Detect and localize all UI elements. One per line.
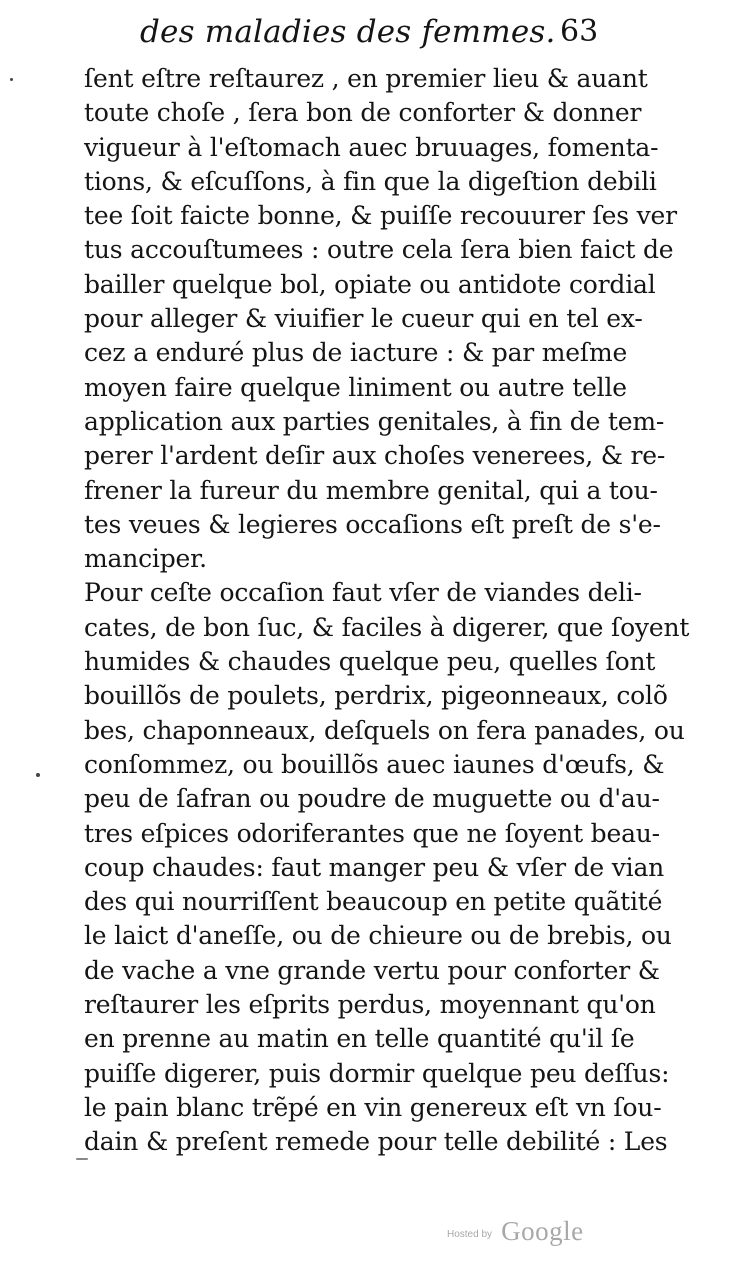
digitization-watermark (447, 1216, 584, 1247)
text-line: puiſſe digerer, puis dormir quelque peu deſſus: (84, 1058, 670, 1088)
text-line: bailler quelque bol, opiate ou antidote cordial (84, 269, 656, 299)
text-line: reſtaurer les eſprits perdus, moyennant qu'on (84, 990, 656, 1020)
text-line: tus accouſtumees : outre cela ſera bien faict de (84, 235, 674, 265)
text-line: cez a enduré plus de iacture : & par meſme (84, 338, 628, 368)
text-line: conſommez, ou bouillõs auec iaunes d'œufs, & (84, 749, 665, 779)
ink-speck (76, 1158, 88, 1160)
text-line: ſent eſtre reſtaurez , en premier lieu & auant (84, 64, 648, 93)
text-line: bouillõs de poulets, perdrix, pigeonneaux, colõ (84, 681, 668, 711)
text-line: tions, & eſcuſſons, à fin que la digeſtion debili (84, 166, 657, 196)
text-line: vigueur à l'eſtomach auec bruuages, fomenta- (84, 132, 659, 162)
text-line: tres eſpices odoriferantes que ne ſoyent beau- (84, 818, 660, 848)
ink-speck (10, 78, 13, 81)
text-line: dain & preſent remede pour telle debilité : Les (84, 1127, 668, 1157)
text-line: perer l'ardent deſir aux choſes venerees, & re- (84, 441, 666, 471)
text-line: des qui nourriſſent beaucoup en petite quãtité (84, 887, 663, 917)
paragraph-start-line: Pour ceſte occaſion faut vſer de viandes deli- (84, 578, 642, 608)
body-text (84, 62, 690, 1160)
text-line: manciper. (84, 544, 207, 574)
text-line: peu de ſafran ou poudre de muguette ou d'au- (84, 784, 660, 814)
page-number: 63 (560, 14, 599, 49)
text-line: le laict d'aneſſe, ou de chieure ou de brebis, ou (84, 921, 672, 951)
text-line: tes veues & legieres occaſions eſt preſt de s'e- (84, 509, 661, 539)
hosted-by-text: Hosted by (447, 1229, 493, 1240)
text-line: en prenne au matin en telle quantité qu'il ſe (84, 1024, 635, 1054)
text-line: bes, chaponneaux, deſquels on fera panades, ou (84, 715, 685, 745)
text-line: moyen faire quelque liniment ou autre telle (84, 372, 627, 402)
text-line: le pain blanc trẽpé en vin genereux eſt vn ſou- (84, 1092, 662, 1122)
text-line: pour alleger & viuifier le cueur qui en tel ex- (84, 304, 643, 334)
text-line: de vache a vne grande vertu pour conforter & (84, 955, 660, 985)
text-line: toute choſe , ſera bon de conforter & donner (84, 98, 642, 128)
text-line: tee ſoit faicte bonne, & puiſſe recouurer ſes ver (84, 201, 677, 231)
running-title: des maladies des femmes. (140, 14, 556, 50)
text-line: application aux parties genitales, à fin de tem- (84, 406, 665, 436)
ink-speck (36, 773, 40, 777)
page-header (140, 14, 600, 58)
text-line: frener la fureur du membre genital, qui a tou- (84, 475, 658, 505)
text-line: cates, de bon ſuc, & faciles à digerer, que ſoyent (84, 612, 690, 642)
google-logo: Google (501, 1216, 584, 1246)
text-line: coup chaudes: faut manger peu & vſer de vian (84, 852, 665, 882)
text-line: humides & chaudes quelque peu, quelles ſont (84, 647, 656, 677)
